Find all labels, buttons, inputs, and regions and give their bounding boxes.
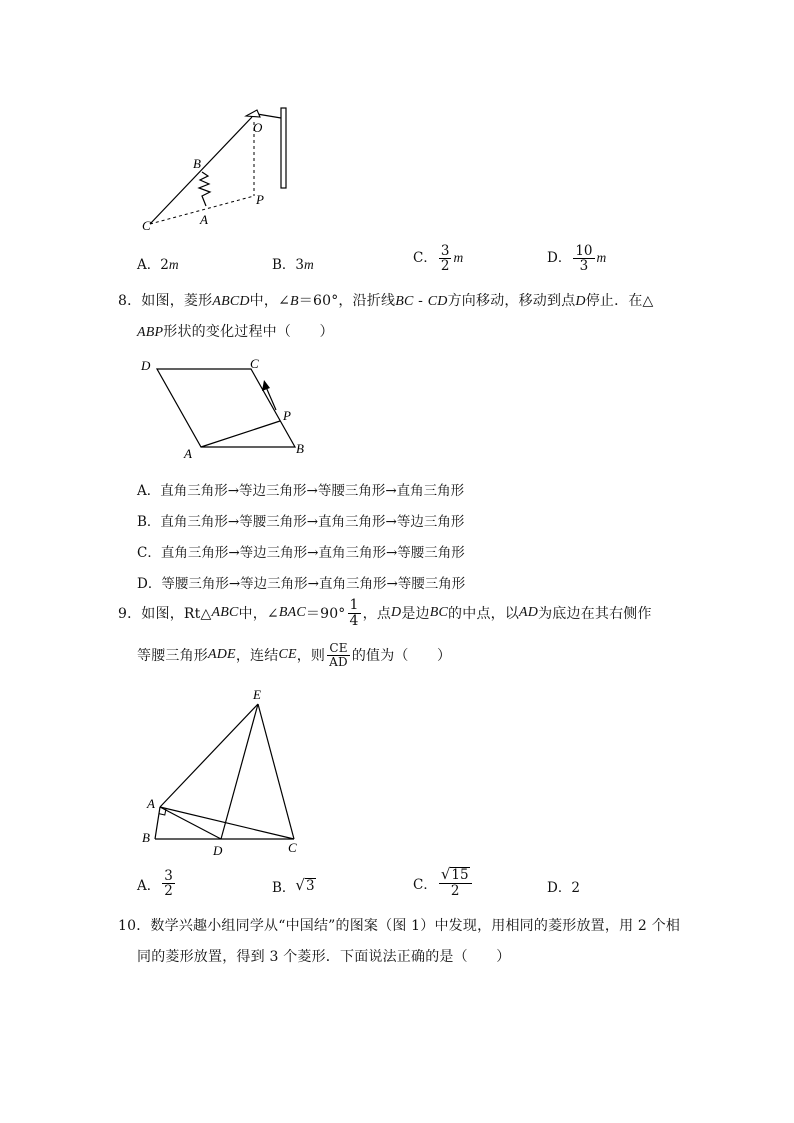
- q8-text-c: ＝60°，沿折线: [298, 293, 396, 309]
- q8-option-a[interactable]: A．直角三角形→等边三角形→等腰三角形→直角三角形: [137, 483, 465, 499]
- q8-text-e: 停止．在△: [585, 293, 654, 309]
- q8-point-d: D: [575, 294, 586, 309]
- label-e: E: [253, 687, 261, 702]
- q8-dash: -: [413, 293, 428, 309]
- q9-frac-den: 4: [349, 612, 359, 629]
- q9-text-b: 中，∠: [238, 606, 279, 623]
- q8-option-d[interactable]: D．等腰三角形→等边三角形→直角三角形→等腰三角形: [137, 576, 466, 592]
- q7-option-d-den: 3: [579, 258, 589, 275]
- q9-option-a-prefix: A．: [137, 877, 161, 894]
- label-o: O: [253, 120, 263, 135]
- q7-option-a-value: 2: [160, 257, 169, 273]
- tree-figure: [199, 172, 210, 206]
- q7-option-a-unit: m: [168, 257, 179, 272]
- label-b: B: [142, 830, 150, 845]
- q9-stem-line1: [118, 598, 652, 628]
- q9-option-d[interactable]: [547, 876, 580, 896]
- q8-angle-b: B: [290, 294, 299, 309]
- q9-text-line2-a: 等腰三角形: [137, 648, 208, 665]
- light-ray-oc: [150, 117, 252, 224]
- q7-option-c-den: 2: [440, 258, 450, 275]
- q7-option-d-unit: m: [596, 250, 607, 266]
- segment-ap: [201, 421, 280, 447]
- q9-option-c-den: 2: [450, 882, 460, 899]
- q9-option-d-prefix: D．: [547, 880, 572, 896]
- q7-option-b[interactable]: [272, 253, 314, 273]
- direction-arrow-icon: [262, 380, 270, 391]
- segment-ab: [155, 807, 160, 839]
- q9-ratio-den: AD: [329, 654, 348, 669]
- q9-text-a: 9．如图，Rt△: [118, 606, 212, 623]
- q9-frac-num: 1: [349, 597, 359, 613]
- q10-stem-line1: 10．数学兴趣小组同学从“中国结”的图案（图 1）中发现，用相同的菱形放置，用 2 个相: [118, 918, 681, 934]
- label-c: C: [250, 356, 259, 371]
- q7-option-b-value: 3: [295, 257, 305, 273]
- q7-option-c-unit: m: [453, 250, 464, 266]
- q7-option-b-unit: m: [304, 257, 314, 272]
- q9-fraction-quarter: [348, 598, 361, 628]
- q8-option-c[interactable]: C．直角三角形→等边三角形→直角三角形→等腰三角形: [137, 545, 465, 561]
- q8-bc: BC: [395, 294, 414, 309]
- q8-text-d: 方向移动，移动到点: [447, 293, 576, 309]
- label-b: B: [193, 156, 201, 171]
- q7-option-a-prefix: A．: [137, 257, 161, 273]
- q7-figure: [130, 100, 300, 235]
- q9-option-c[interactable]: [413, 867, 474, 898]
- q8-figure: [130, 352, 320, 462]
- q9-option-b-radicand: 3: [305, 878, 315, 895]
- q9-text-g: 为底边在其右侧作: [538, 606, 652, 623]
- q9-option-b[interactable]: [272, 876, 316, 896]
- q7-option-c-num: 3: [440, 243, 450, 259]
- wall: [281, 108, 286, 188]
- sqrt-icon: √: [440, 865, 451, 883]
- q9-ad: AD: [519, 605, 539, 621]
- q7-option-c[interactable]: [413, 244, 463, 273]
- q9-option-b-sqrt: [295, 878, 315, 894]
- q9-text-line2-b: ，连结: [235, 648, 279, 665]
- q7-option-d-prefix: D．: [547, 250, 572, 267]
- q9-text-e: 是边: [401, 606, 430, 623]
- q7-option-a[interactable]: [137, 253, 179, 273]
- label-p: P: [256, 192, 264, 207]
- q9-text-line2-d: 的值为（ ）: [351, 648, 452, 665]
- q8-cd: CD: [427, 294, 448, 309]
- q7-option-d-fraction: [573, 244, 594, 273]
- rhombus-abcd: [157, 369, 295, 447]
- q9-ade: ADE: [208, 647, 236, 663]
- q10-stem-line2: 同的菱形放置，得到 3 个菱形．下面说法正确的是（ ）: [137, 949, 511, 965]
- label-d: D: [141, 358, 151, 373]
- label-a: A: [184, 446, 192, 461]
- q8-text-b: 中，∠: [249, 293, 291, 309]
- q9-text-c: ＝90°: [305, 606, 346, 623]
- q8-text-rest: 形状的变化过程中（ ）: [163, 324, 334, 340]
- segment-ac: [160, 807, 294, 839]
- q9-option-c-num: [439, 867, 472, 884]
- q9-option-a[interactable]: [137, 869, 177, 898]
- q9-option-c-prefix: C．: [413, 876, 437, 893]
- q9-figure: [135, 686, 315, 861]
- q8-text-a: 8．如图，菱形: [118, 293, 213, 309]
- q9-ce: CE: [278, 647, 297, 663]
- q8-option-b[interactable]: B．直角三角形→等腰三角形→直角三角形→等边三角形: [137, 514, 465, 530]
- q9-text-f: 的中点，以: [448, 606, 520, 623]
- q9-abc: ABC: [211, 605, 239, 621]
- q9-option-c-fraction: [439, 867, 472, 898]
- label-d: D: [213, 843, 223, 858]
- q7-option-c-fraction: [439, 244, 452, 273]
- label-c: C: [142, 218, 151, 233]
- q9-option-d-value: 2: [571, 880, 580, 896]
- q9-stem-line2: [137, 642, 451, 668]
- label-p: P: [283, 408, 291, 423]
- q9-point-d: D: [391, 605, 402, 621]
- label-a: A: [200, 212, 208, 227]
- q8-stem-line1: [118, 290, 654, 310]
- q7-option-d[interactable]: [547, 244, 606, 273]
- q9-bc: BC: [429, 605, 449, 621]
- q7-option-c-prefix: C．: [413, 250, 437, 267]
- q9-option-a-num: 3: [164, 868, 173, 884]
- q9-option-a-fraction: [162, 869, 175, 898]
- q9-text-d: ，点: [362, 606, 392, 623]
- q9-ratio-num: CE: [329, 641, 348, 655]
- label-c: C: [288, 840, 297, 855]
- lamp: [246, 110, 260, 117]
- q8-abp: ABP: [137, 325, 164, 340]
- label-b: B: [296, 441, 304, 456]
- q9-option-c-radicand: 15: [451, 867, 469, 883]
- q9-ratio-fraction: [327, 642, 350, 668]
- q9-bac: BAC: [278, 605, 306, 621]
- label-a: A: [147, 796, 155, 811]
- q8-stem-line2: [137, 321, 334, 341]
- q9-option-a-den: 2: [164, 883, 173, 900]
- sqrt-icon: √: [295, 876, 305, 895]
- q7-option-b-prefix: B．: [272, 257, 296, 273]
- q9-option-b-prefix: B．: [272, 880, 296, 896]
- q8-abcd: ABCD: [212, 294, 250, 309]
- q9-text-line2-c: ，则: [296, 648, 326, 665]
- q7-option-d-num: 10: [575, 243, 593, 259]
- segment-ad: [160, 807, 221, 839]
- segment-ec: [258, 704, 294, 839]
